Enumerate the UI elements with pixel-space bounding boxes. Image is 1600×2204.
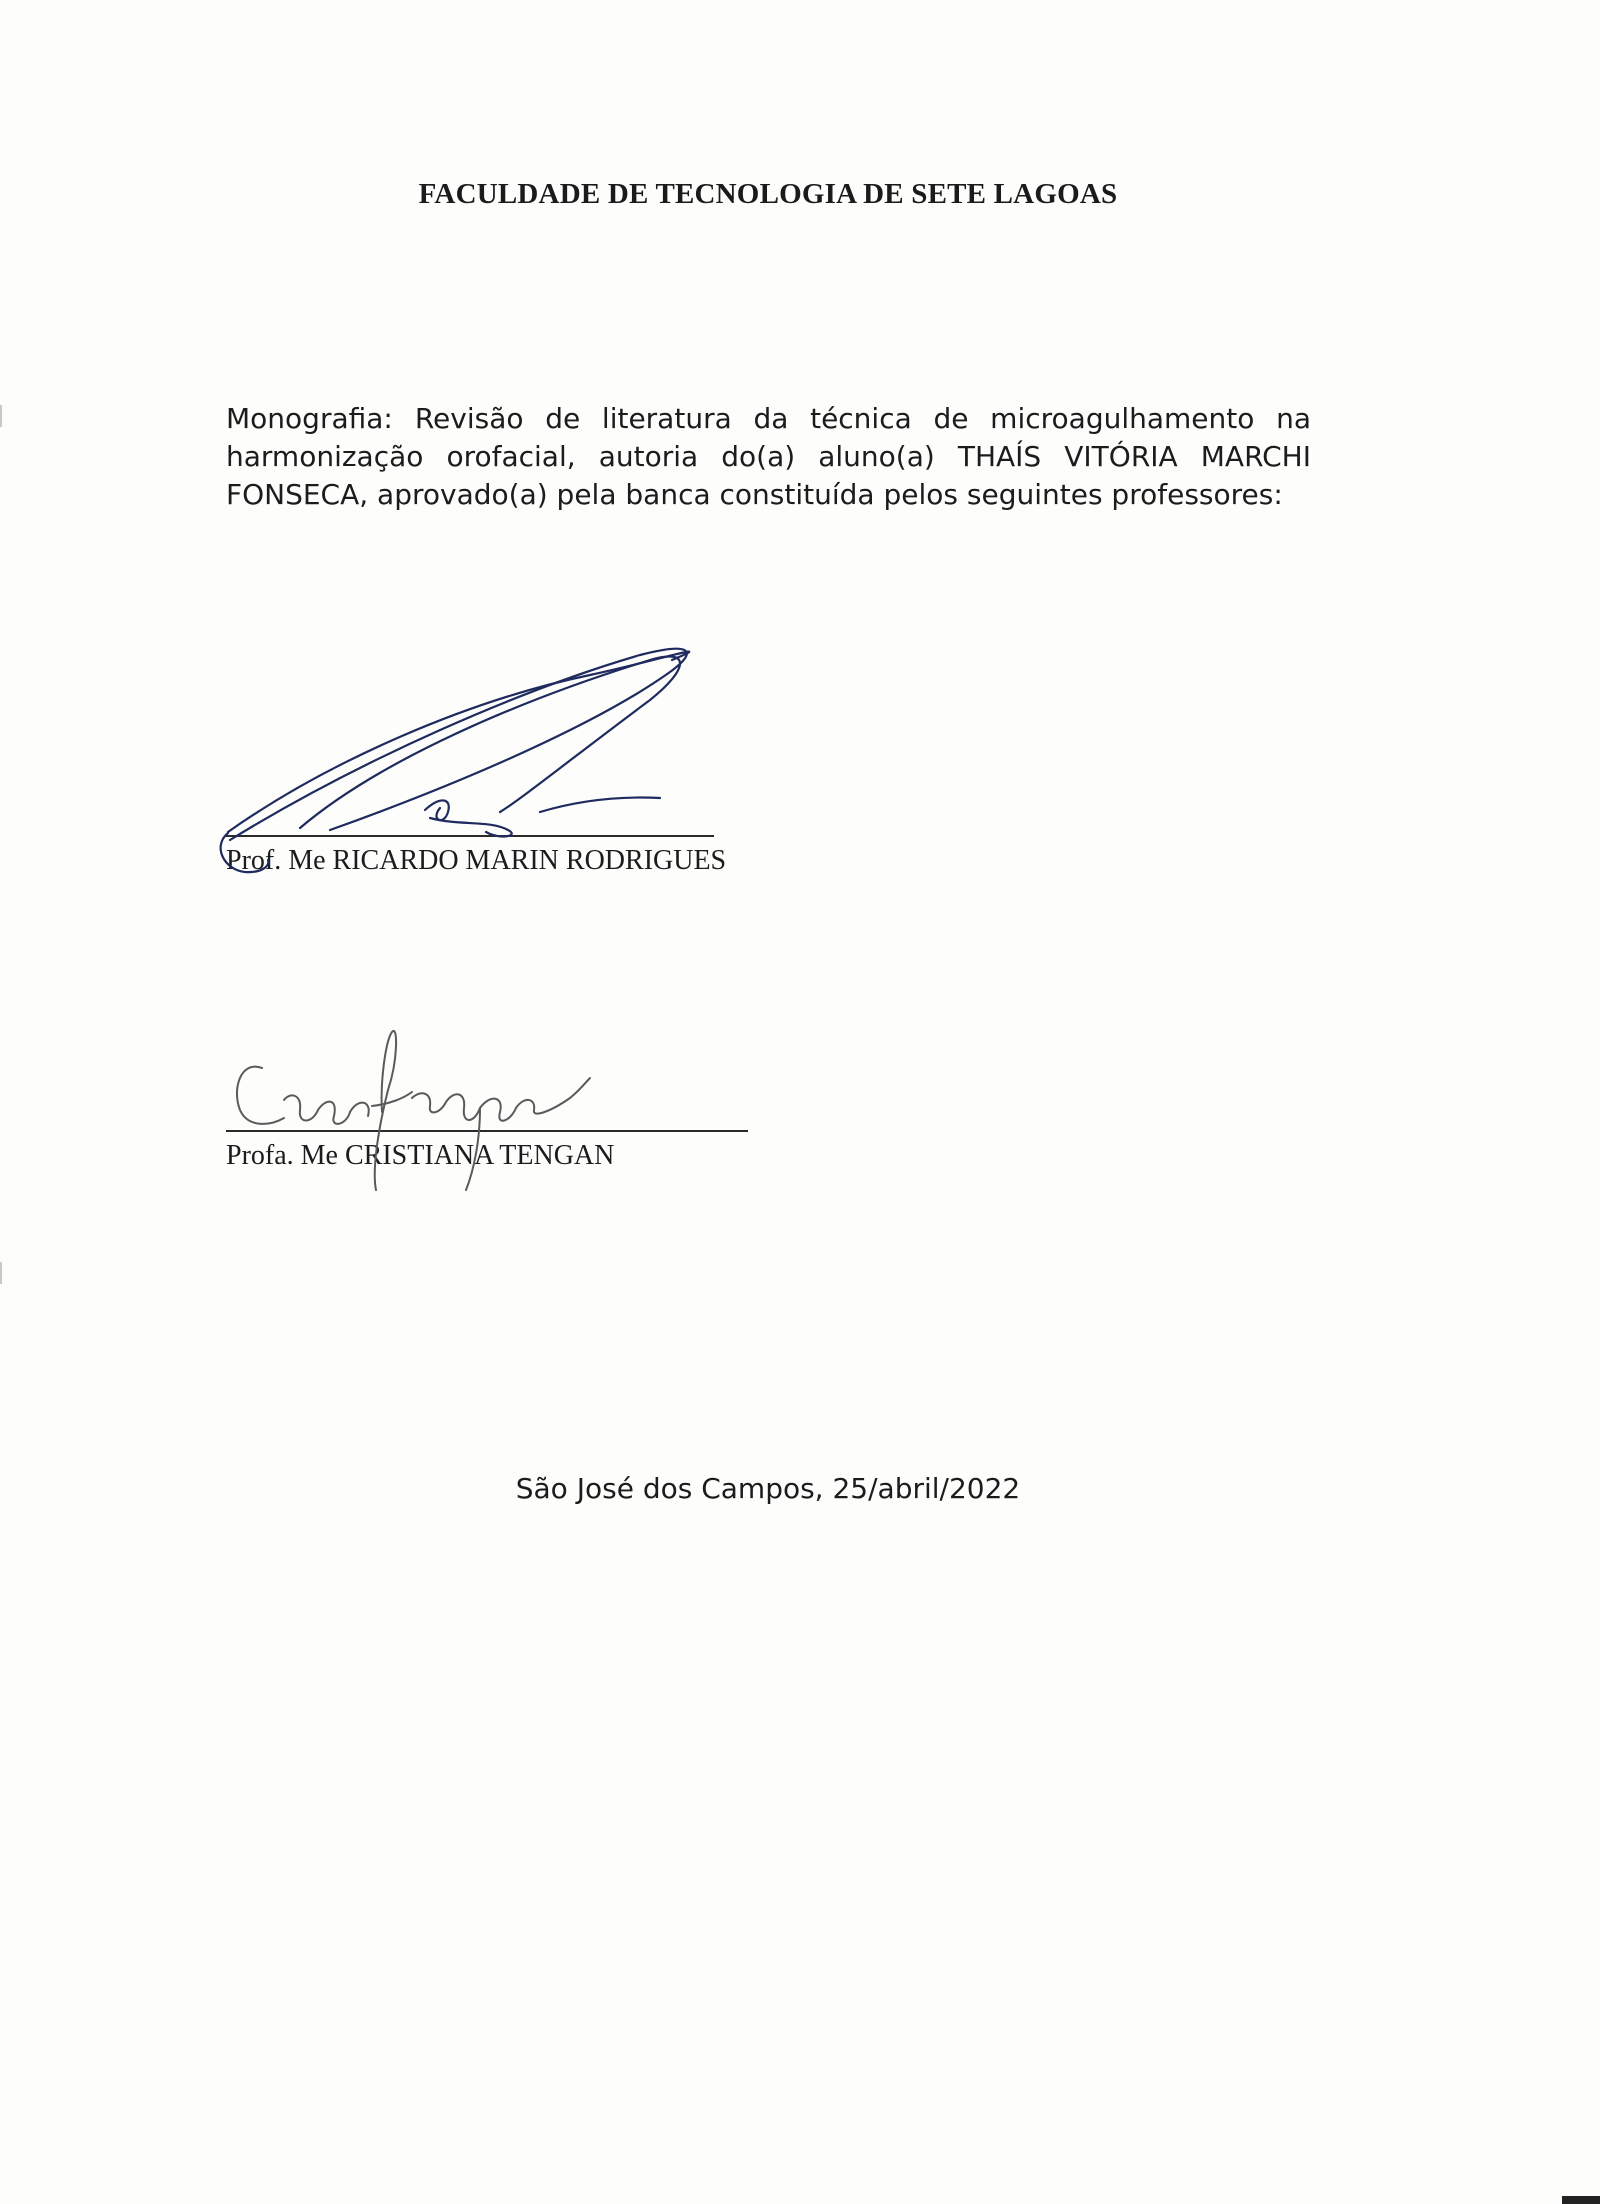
signature-ricardo [221, 649, 690, 872]
signature-line [226, 835, 714, 837]
scan-corner-mark [1562, 2196, 1600, 2204]
signature-line [226, 1130, 748, 1132]
approval-label: Monografia: [226, 402, 393, 435]
scan-edge-mark [0, 405, 2, 427]
signatory-name: Profa. Me CRISTIANA TENGAN [226, 1140, 615, 1171]
approval-statement [226, 400, 1311, 514]
approval-text: Revisão de literatura da técnica de microagulhamento na harmonização orofacial, autoria do(a) aluno(a) THAÍS VITÓRIA MARCHI FONSECA, aprovado(a) pela banca constituída pelos seguintes professores: [226, 402, 1311, 511]
signatory-name: Prof. Me RICARDO MARIN RODRIGUES [226, 845, 727, 876]
institution-title: FACULDADE DE TECNOLOGIA DE SETE LAGOAS [418, 178, 1118, 210]
place-date: São José dos Campos, 25/abril/2022 [515, 1472, 1021, 1505]
scan-edge-mark [0, 1262, 2, 1284]
